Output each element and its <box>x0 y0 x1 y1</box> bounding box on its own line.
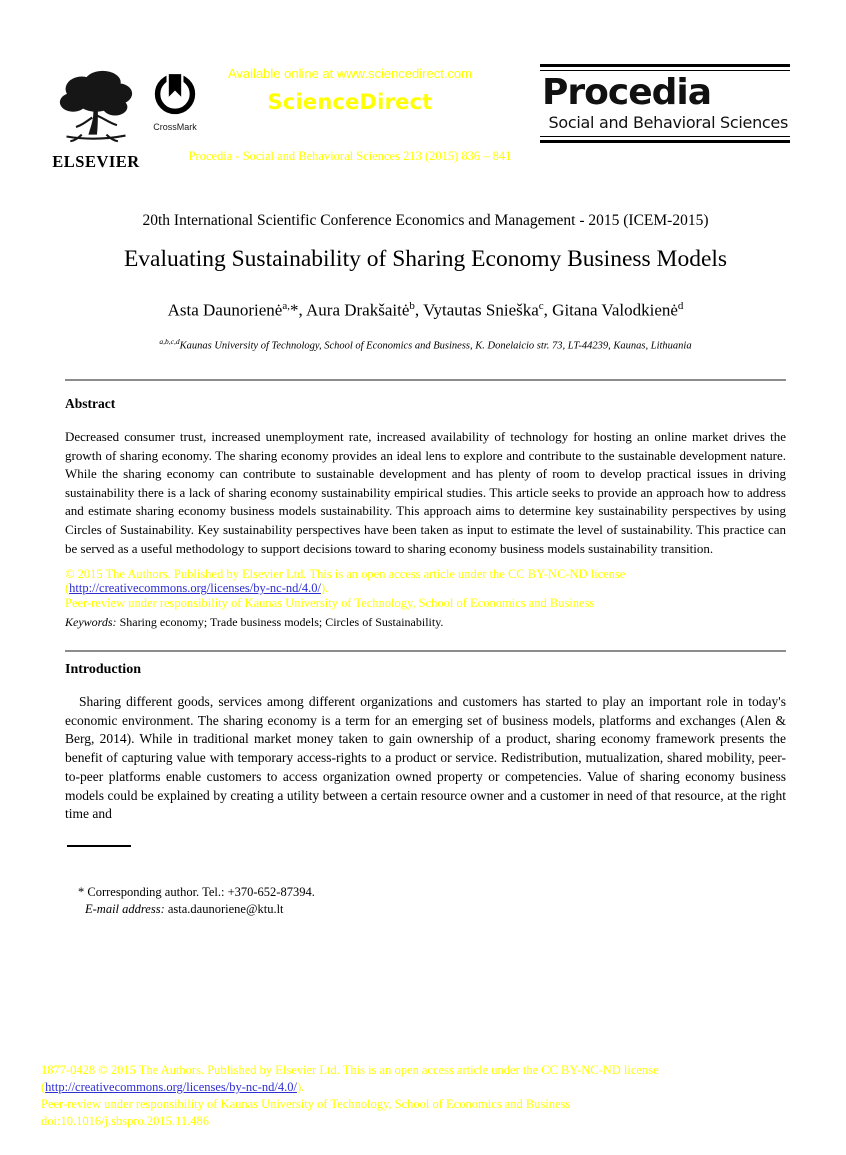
elsevier-wordmark: ELSEVIER <box>52 152 140 171</box>
procedia-subtitle: Social and Behavioral Sciences <box>548 113 788 133</box>
affiliation-marks: a,b,c,d <box>159 337 180 346</box>
conference-title: 20th International Scientific Conference Economics and Management - 2015 (ICEM-2015) <box>142 212 709 229</box>
footer-license-link[interactable]: http://creativecommons.org/licenses/by-nc-nd/4.0/ <box>45 1079 297 1094</box>
doi-line: doi:10.1016/j.sbspro.2015.11.486 <box>41 1113 209 1128</box>
issn-copyright-line: 1877-0428 © 2015 The Authors. Published by Elsevier Ltd. This is an open access article under the CC BY-NC-ND license <box>41 1063 659 1077</box>
keywords-label: Keywords: <box>65 615 117 629</box>
affiliation-text: Kaunas University of Technology, School of Economics and Business, K. Donelaicio str. 73, LT-44239, Kaunas, Lithuania <box>179 340 692 352</box>
author-affil-mark: c <box>538 300 544 312</box>
email-address[interactable]: asta.daunoriene@ktu.lt <box>164 902 284 916</box>
elsevier-tree-icon <box>53 133 139 150</box>
license-link[interactable]: http://creativecommons.org/licenses/by-nc-nd/4.0/ <box>69 581 321 596</box>
email-line <box>65 901 786 918</box>
affiliation-line <box>65 337 786 352</box>
footer-peer-review-line: Peer-review under responsibility of Kaunas University of Technology, School of Economics and Business <box>41 1096 571 1111</box>
journal-citation-line: Procedia - Social and Behavioral Sciences 213 (2015) 836 – 841 <box>188 149 512 163</box>
footer-license-line: (http://creativecommons.org/licenses/by-nc-nd/4.0/). <box>41 1079 305 1094</box>
procedia-title: Procedia <box>542 72 712 113</box>
author-line: Asta Daunorienė$^{a,}$*, Aura Drakšaitė$^b$, Vytautas Snieška$^c$, Gitana Valodkienė$^d$ <box>167 300 684 320</box>
keywords-line <box>65 615 786 630</box>
author-affil-mark: b <box>409 300 415 312</box>
copyright-block <box>65 567 786 610</box>
elsevier-logo-block <box>50 68 142 172</box>
paper-title: Evaluating Sustainability of Sharing Economy Business Models <box>123 246 728 272</box>
footnote-divider <box>67 845 131 847</box>
abstract-text: Decreased consumer trust, increased unemployment rate, increased availability of technology for hosting an online market drives the growth of sharing economy. The sharing economy provides an ideal lens to explore and contribute to the sustainable development nature. While the sharing economy can contribute to sustainable development and has plenty of room to develop practical issues in driving sustainability there is a lack of sharing economy sustainability empirical studies. This article seeks to provide an approach how to address and estimate sharing economy business models sustainability. This approach aims to determine key sustainability perspectives by using Circles of Sustainability. Key sustainability perspectives have been taken as input to estimate the level of sustainability. This practice can be served as a useful methodology to support decisions toward to sharing economy business models sustainability transition. <box>65 429 786 556</box>
section-divider-bottom <box>65 650 786 652</box>
crossmark-label: CrossMark <box>153 122 197 132</box>
keywords-text: Sharing economy; Trade business models; Circles of Sustainability. <box>116 615 444 629</box>
introduction-text: Sharing different goods, services among different organizations and customers has started to play an important role in today's economic environment. The sharing economy is a term for an emerging set of business models, platforms and exchanges (Alen & Berg, 2014). While in traditional market money taken to gain ownership of a product, sharing economy framework presents the benefit of capturing value with temporary access-rights to a product or service. Redistribution, mutualization, shared mobility, peer-to-peer platforms enable customers to access organization owned property or competencies. Value of sharing economy business models could be explained by creating a utility between a certain resource owner and a customer in need of that resource, at the right time and <box>65 694 786 822</box>
masthead-rule-bottom-thick <box>540 140 790 143</box>
author-affil-mark: d <box>677 300 684 312</box>
author-name: Asta Daunorienė <box>167 300 283 320</box>
sciencedirect-wordmark[interactable]: ScienceDirect <box>267 90 433 114</box>
introduction-heading: Introduction <box>65 662 141 677</box>
page-footer <box>41 1062 801 1130</box>
corresponding-author-note: * Corresponding author. Tel.: +370-652-87394. <box>78 885 315 899</box>
author-affil-mark: a, <box>282 300 290 312</box>
author-name: Gitana Valodkienė <box>552 300 678 320</box>
abstract-heading: Abstract <box>65 396 116 411</box>
section-divider-top <box>65 379 786 381</box>
procedia-masthead <box>540 64 790 143</box>
author-name: Aura Drakšaitė <box>306 300 410 320</box>
copyright-line: © 2015 The Authors. Published by Elsevier Ltd. This is an open access article under the CC BY-NC-ND license <box>65 567 626 581</box>
corresponding-author-star: * <box>289 300 299 320</box>
peer-review-line: Peer-review under responsibility of Kaunas University of Technology, School of Economics and Business <box>65 595 595 610</box>
license-line: (http://creativecommons.org/licenses/by-nc-nd/4.0/). <box>65 581 329 596</box>
footnote-block <box>65 884 786 918</box>
email-label: E-mail address: <box>85 902 165 916</box>
available-online-text: Available online at www.sciencedirect.com <box>228 66 472 81</box>
author-name: Vytautas Snieška <box>423 300 539 320</box>
